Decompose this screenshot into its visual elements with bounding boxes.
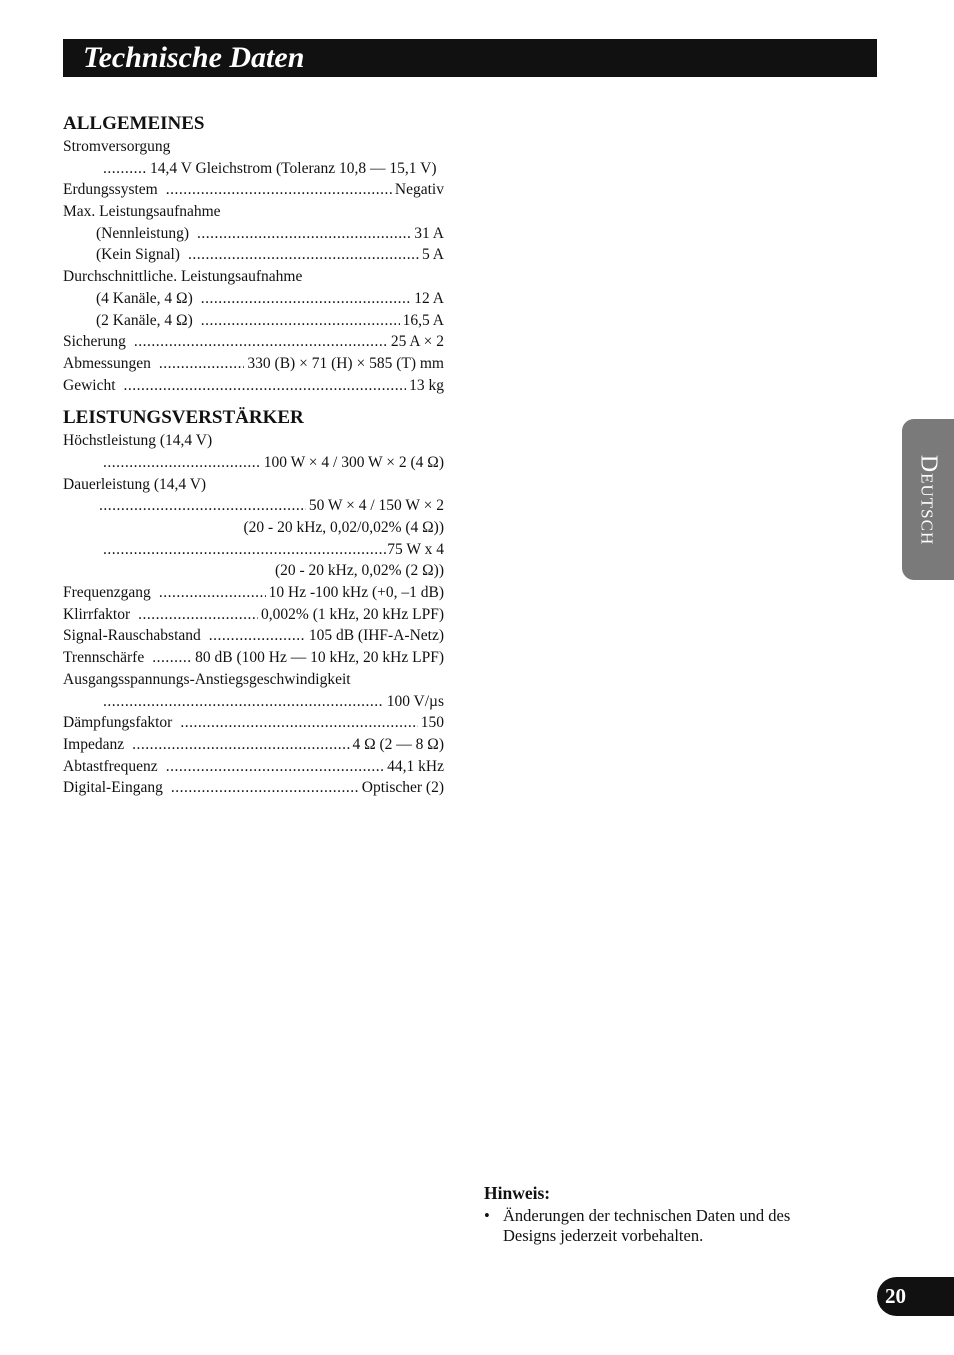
spec-value: 14,4 V Gleichstrom (Toleranz 10,8 — 15,1 V)	[150, 159, 437, 177]
spec-condition: (20 - 20 kHz, 0,02% (2 Ω))	[274, 562, 444, 580]
section-heading-leistungsverstaerker: LEISTUNGSVERSTÄRKER	[63, 407, 304, 429]
spec-label: Erdungssystem	[63, 181, 158, 199]
language-tab	[902, 419, 954, 580]
bullet-icon: •	[484, 1206, 490, 1225]
leader-dots	[132, 734, 349, 756]
spec-value: 10 Hz -100 kHz (+0, –1 dB)	[268, 584, 444, 602]
spec-value: 100 W × 4 / 300 W × 2 (4 Ω)	[263, 453, 444, 471]
spec-value: 105 dB (IHF-A-Netz)	[308, 627, 444, 645]
note-box	[484, 1182, 844, 1246]
spec-row-4-kanaele	[63, 288, 444, 310]
spec-value: 13 kg	[409, 376, 444, 394]
language-tab-label: Deutsch	[915, 454, 942, 545]
spec-row-gewicht	[63, 375, 444, 397]
leader-dots	[171, 777, 359, 799]
spec-row-erdungssystem	[63, 179, 444, 201]
spec-label: Abmessungen	[63, 354, 151, 372]
leader-dots	[103, 539, 387, 561]
spec-label: Höchstleistung (14,4 V)	[63, 432, 213, 450]
spec-row-nennleistung	[63, 223, 444, 245]
leader-dots	[159, 353, 245, 375]
leader-dots	[138, 604, 258, 626]
spec-label: Klirrfaktor	[63, 605, 131, 623]
note-heading: Hinweis:	[484, 1183, 551, 1203]
spec-value: 100 V/µs	[386, 692, 444, 710]
spec-label: Impedanz	[63, 735, 125, 753]
spec-row-stromversorgung-value	[63, 158, 444, 180]
specs-column	[63, 112, 444, 799]
leader-dots	[209, 625, 306, 647]
leader-dots	[159, 582, 266, 604]
spec-label: Frequenzgang	[63, 584, 151, 602]
spec-value: Negativ	[394, 181, 444, 199]
spec-row-abtastfrequenz	[63, 756, 444, 778]
spec-row-signal-rauschabstand	[63, 625, 444, 647]
spec-row-durchschnittliche-leistungsaufnahme	[63, 266, 444, 288]
leader-dots	[124, 375, 407, 397]
spec-label: Trennschärfe	[63, 649, 145, 667]
spec-row-digital-eingang	[63, 777, 444, 799]
spec-label: (2 Kanäle, 4 Ω)	[96, 311, 193, 329]
spec-value: 31 A	[414, 224, 444, 242]
spec-row-klirrfaktor	[63, 604, 444, 626]
leader-dots	[180, 712, 417, 734]
leader-dots	[103, 691, 384, 713]
leader-dots	[134, 331, 388, 353]
spec-row-kein-signal	[63, 244, 444, 266]
spec-label: Digital-Eingang	[63, 779, 163, 797]
spec-value: 5 A	[422, 246, 444, 264]
leader-dots	[201, 310, 400, 332]
spec-row-dauerleistung-condition-4ohm	[63, 517, 444, 539]
leader-dots	[103, 158, 147, 180]
spec-row-max-leistungsaufnahme	[63, 201, 444, 223]
spec-value: 16,5 A	[402, 311, 444, 329]
spec-row-hoechstleistung-value	[63, 452, 444, 474]
leader-dots	[99, 495, 306, 517]
spec-label: (4 Kanäle, 4 Ω)	[96, 289, 193, 307]
spec-value: 12 A	[414, 289, 444, 307]
spec-value: 150	[420, 714, 444, 732]
spec-label: Sicherung	[63, 333, 126, 351]
page-number-badge	[877, 1277, 954, 1316]
spec-row-dauerleistung	[63, 474, 444, 496]
spec-row-abmessungen	[63, 353, 444, 375]
spec-label: Dämpfungsfaktor	[63, 714, 173, 732]
spec-row-dauerleistung-2ohm	[63, 539, 444, 561]
leader-dots	[152, 647, 192, 669]
leader-dots	[201, 288, 412, 310]
leader-dots	[188, 244, 419, 266]
spec-label: Signal-Rauschabstand	[63, 627, 201, 645]
spec-label: (Nennleistung)	[96, 224, 189, 242]
spec-row-hoechstleistung	[63, 430, 444, 452]
spec-row-daempfungsfaktor	[63, 712, 444, 734]
spec-row-sicherung	[63, 331, 444, 353]
spec-condition: (20 - 20 kHz, 0,02/0,02% (4 Ω))	[243, 519, 444, 536]
spec-label: Max. Leistungsaufnahme	[63, 203, 221, 221]
spec-value: 75 W x 4	[387, 540, 444, 558]
page-number: 20	[885, 1284, 906, 1308]
leader-dots	[197, 223, 411, 245]
spec-value: 44,1 kHz	[387, 757, 444, 775]
note-text: Änderungen der technischen Daten und des Designs jederzeit vorbehalten.	[503, 1206, 791, 1245]
spec-value: 330 (B) × 71 (H) × 585 (T) mm	[247, 354, 444, 372]
leader-dots	[103, 452, 261, 474]
section-heading-allgemeines: ALLGEMEINES	[63, 113, 205, 134]
spec-label: Dauerleistung (14,4 V)	[63, 475, 207, 493]
leader-dots	[166, 179, 392, 201]
spec-label: Gewicht	[63, 376, 116, 394]
spec-row-impedanz	[63, 734, 444, 756]
spec-label: Ausgangsspannungs-Anstiegsgeschwindigkeit	[63, 670, 351, 688]
leader-dots	[166, 756, 384, 778]
spec-row-2-kanaele	[63, 310, 444, 332]
spec-row-dauerleistung-value	[63, 495, 444, 517]
spec-label: (Kein Signal)	[96, 246, 180, 264]
spec-row-trennschaerfe	[63, 647, 444, 669]
spec-value: 0,002% (1 kHz, 20 kHz LPF)	[261, 605, 444, 623]
spec-value: 4 Ω (2 — 8 Ω)	[352, 735, 444, 753]
spec-row-frequenzgang	[63, 582, 444, 604]
spec-label: Abtastfrequenz	[63, 757, 158, 775]
page-title: Technische Daten	[83, 41, 305, 74]
spec-value: Optischer (2)	[361, 779, 444, 797]
spec-value: 50 W × 4 / 150 W × 2	[308, 497, 444, 515]
spec-row-anstiegsgeschwindigkeit	[63, 669, 444, 691]
spec-row-dauerleistung-condition-2ohm	[63, 560, 444, 582]
spec-row-stromversorgung	[63, 136, 444, 158]
spec-label: Stromversorgung	[63, 138, 171, 155]
spec-value: 80 dB (100 Hz — 10 kHz, 20 kHz LPF)	[195, 649, 444, 667]
spec-row-anstiegsgeschwindigkeit-value	[63, 691, 444, 713]
title-bar	[63, 39, 877, 77]
spec-label: Durchschnittliche. Leistungsaufnahme	[63, 268, 303, 286]
note-item	[484, 1206, 844, 1246]
spec-value: 25 A × 2	[390, 333, 444, 351]
